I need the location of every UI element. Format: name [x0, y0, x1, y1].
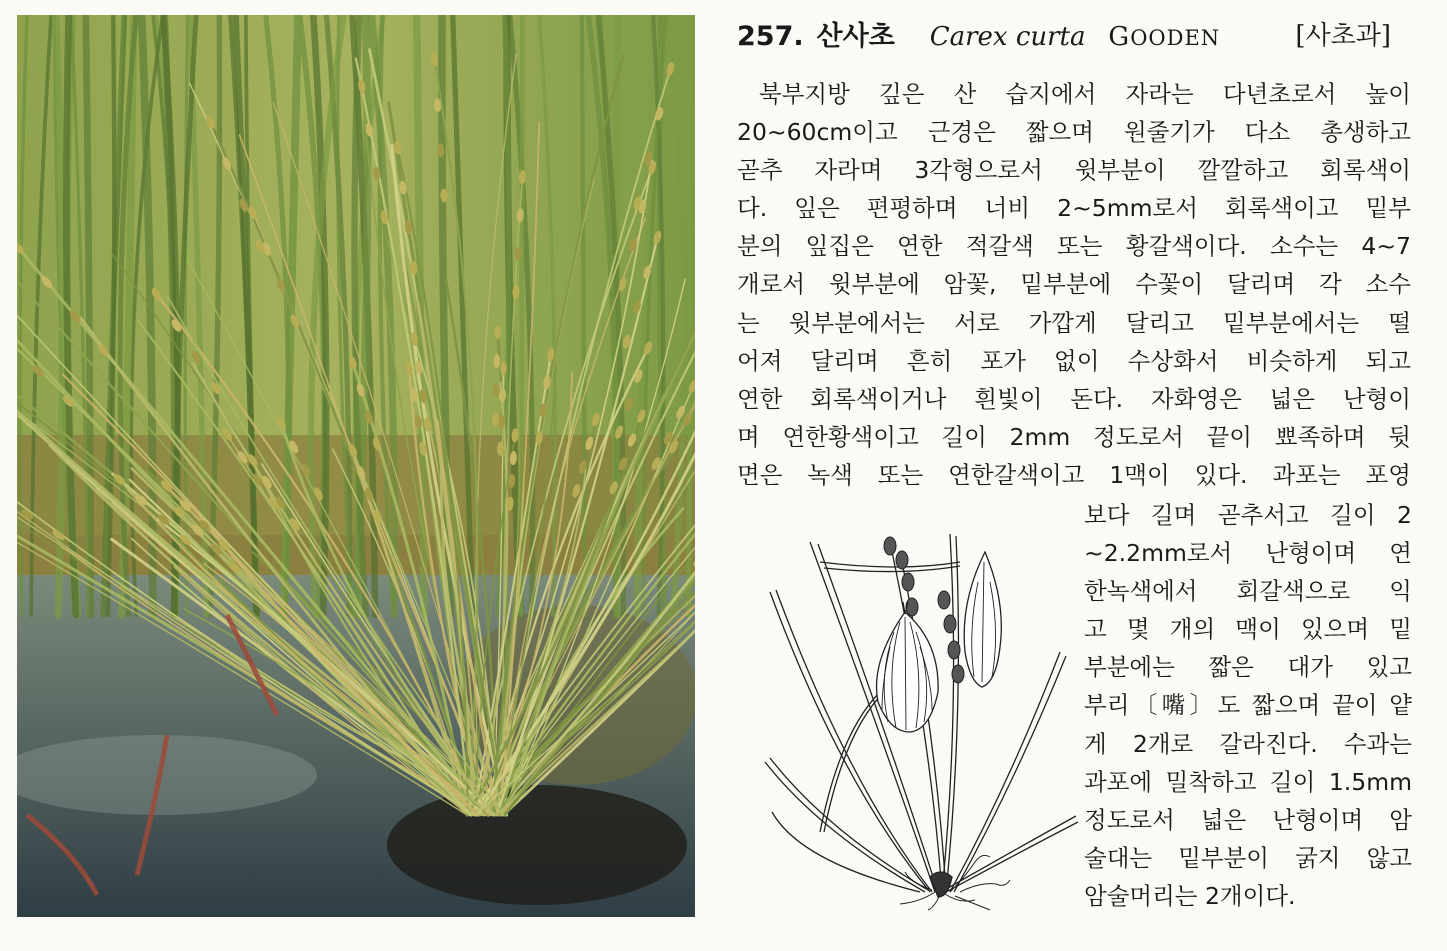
- description-line: 게 2개로 갈라진다. 수과는: [1084, 729, 1412, 758]
- sedge-line-drawing: [760, 532, 1080, 912]
- description-line: 는 윗부분에서는 서로 가깝게 달리고 밑부분에서는 떨: [737, 308, 1411, 337]
- author-initial: G: [1108, 22, 1131, 52]
- plant-photo: [17, 15, 695, 917]
- description-line: ~2.2mm로서 난형이며 연: [1084, 539, 1412, 568]
- description-line: 북부지방 깊은 산 습지에서 자라는 다년초로서 높이: [759, 80, 1411, 108]
- description-full-width: [737, 75, 1411, 494]
- description-line: 분의 잎집은 연한 적갈색 또는 황갈색이다. 소수는 4~7: [737, 232, 1411, 261]
- description-line: 20~60cm이고 근경은 짧으며 원줄기가 다소 총생하고: [737, 118, 1411, 147]
- description-line: 개로서 윗부분에 암꽃, 밑부분에 수꽃이 달리며 각 소수: [737, 270, 1411, 299]
- description-line: 암술머리는 2개이다.: [1084, 881, 1296, 910]
- description-line: 곧추 자라며 3각형으로서 윗부분이 깔깔하고 회록색이: [737, 156, 1411, 185]
- family-name: [사초과]: [1295, 21, 1391, 51]
- description-narrow-column: [1084, 496, 1412, 915]
- entry-number: 257.: [737, 21, 804, 52]
- description-line: 보다 길며 곧추서고 길이 2: [1084, 501, 1412, 529]
- sedge-photo-graphic: [17, 15, 695, 917]
- scientific-name: Carex curta: [929, 22, 1086, 52]
- description-line: 면은 녹색 또는 연한갈색이고 1맥이 있다. 과포는 포영: [737, 460, 1411, 489]
- description-line: 부리〔嘴〕도 짧으며 끝이 얕: [1084, 691, 1412, 720]
- description-line: 연한 회록색이거나 흰빛이 돈다. 자화영은 넓은 난형이: [737, 384, 1411, 413]
- entry-header: [737, 14, 1397, 58]
- author-name: [1108, 22, 1221, 52]
- description-line: 정도로서 넓은 난형이며 암: [1084, 805, 1412, 834]
- description-line: 부분에는 짧은 대가 있고: [1084, 653, 1412, 682]
- description-line: 과포에 밀착하고 길이 1.5mm: [1084, 767, 1412, 796]
- description-line: 다. 잎은 편평하며 너비 2~5mm로서 회록색이고 밑부: [737, 194, 1411, 223]
- description-line: 어져 달리며 흔히 포가 없이 수상화서 비슷하게 되고: [737, 346, 1411, 375]
- description-line: 술대는 밑부분이 굵지 않고: [1084, 843, 1412, 872]
- botanical-illustration: [760, 532, 1080, 912]
- description-line: 고 몇 개의 맥이 있으며 밑: [1084, 615, 1412, 644]
- author-rest: OODEN: [1130, 26, 1221, 50]
- korean-name: 산사초: [816, 21, 895, 52]
- description-line: 한녹색에서 회갈색으로 익: [1084, 577, 1412, 606]
- description-line: 며 연한황색이고 길이 2mm 정도로서 끝이 뾰족하며 뒷: [737, 422, 1411, 451]
